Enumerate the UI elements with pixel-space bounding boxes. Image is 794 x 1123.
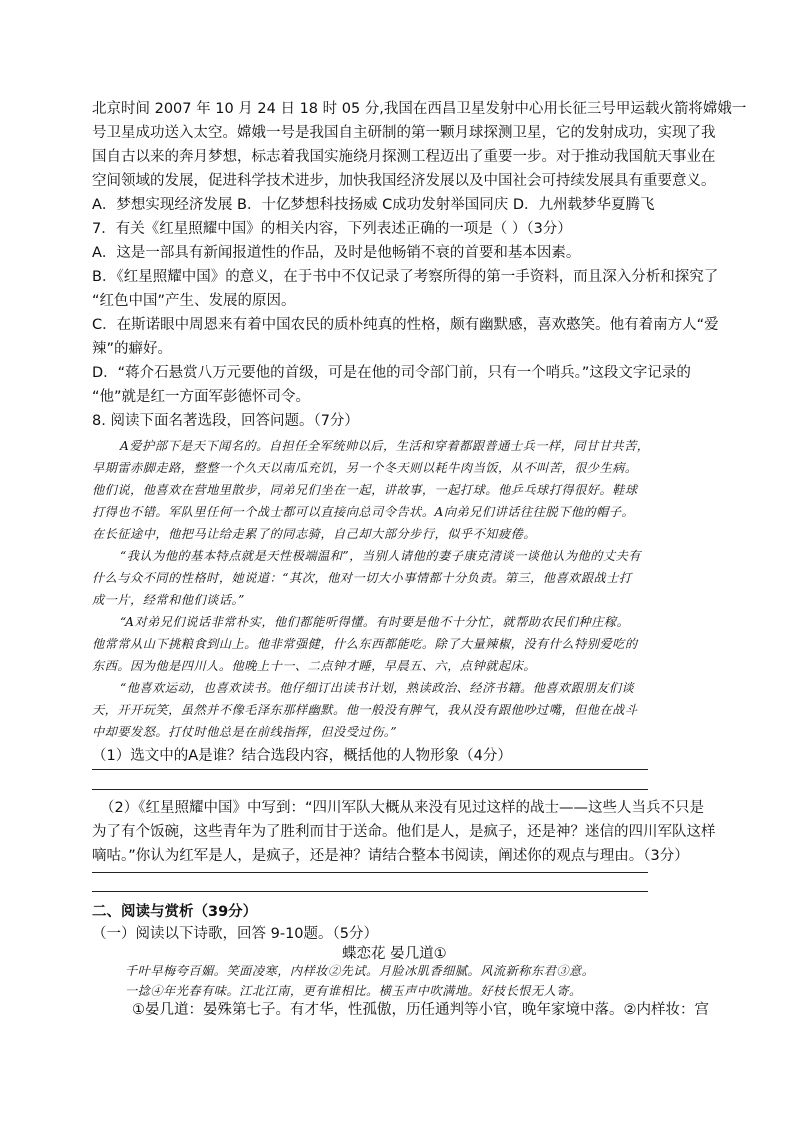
- q8-excerpt-line-12: “他喜欢运动，也喜欢读书。他仔细订出读书计划，熟读政治、经济书籍。他喜欢跟朋友们谈: [120, 681, 635, 695]
- q8-excerpt-line-10: 他常常从山下挑粮食到山上。他非常强健，什么东西都能吃。除了大量辣椒，没有什么特别爱吃的: [92, 637, 638, 651]
- q8-excerpt-line-2: 早期雷赤脚走路，整整一个久天以南瓜充饥，另一个冬天则以耗牛肉当饭，从不叫苦，很少生病。: [92, 461, 638, 475]
- q8-excerpt-line-9: “A对弟兄们说话非常朴实，他们都能听得懂。有时要是他不十分忙，就帮助农民们种庄稼。: [120, 615, 630, 629]
- answer-line-4[interactable]: [92, 891, 648, 892]
- q8-excerpt-line-8: 成一片，经常和他们谈话。”: [92, 593, 245, 607]
- q8-excerpt-line-6: “我认为他的基本特点就是天性极端温和”，当别人请他的妻子康克清谈一谈他认为他的丈夫有: [120, 549, 641, 563]
- q7-option-a: A．这是一部具有新闻报道性的作品，及时是他畅销不衰的首要和基本因素。: [92, 245, 581, 261]
- q8-excerpt-line-13: 天，开开玩笑，虽然并不像毛泽东那样幽默。他一般没有脾气，我从没有跟他吵过嘴，但他在战斗: [92, 703, 638, 717]
- q8-excerpt-line-7: 什么与众不同的性格时，她说道：“其次，他对一切大小事情都十分负责。第三，他喜欢跟战士打: [92, 571, 632, 585]
- answer-line-1[interactable]: [92, 769, 648, 770]
- q7-option-c-line-1: C．在斯诺眼中周恩来有着中国农民的质朴纯真的性格，颇有幽默感，喜欢憨笑。他有着南方人“爱: [92, 317, 719, 333]
- section-2-heading: 二、阅读与赏析（39分）: [92, 904, 258, 920]
- poem-line-1: 千叶早梅夸百媚。笑面凌寒，内样妆②先试。月脸冰肌香细腻。风流新称东君③意。: [125, 964, 595, 978]
- intro-line-2: 号卫星成功送入太空。嫦娥一号是我国自主研制的第一颗月球探测卫星，它的发射成功，实现了我: [92, 125, 716, 141]
- q7-option-d-line-2: “他”就是红一方面军彭德怀司令。: [92, 389, 311, 405]
- answer-line-3[interactable]: [92, 872, 648, 873]
- poem-title: 蝶恋花 晏几道①: [342, 946, 447, 962]
- q8-stem: 8. 阅读下面名著选段，回答问题。（7分）: [92, 413, 359, 429]
- intro-line-3: 国自古以来的奔月梦想，标志着我国实施绕月探测工程迈出了重要一步。对于推动我国航天事业在: [92, 149, 716, 165]
- q7-stem: 7．有关《红星照耀中国》的相关内容，下列表述正确的一项是（ ）（3分）: [92, 221, 572, 237]
- q8-excerpt-line-3: 他们说，他喜欢在营地里散步，同弟兄们坐在一起，讲故事，一起打球。他乒乓球打得很好。鞋球: [92, 483, 638, 497]
- q8-excerpt-line-11: 东西。因为他是四川人。他晚上十一、二点钟才睡，早晨五、六，点钟就起床。: [92, 659, 537, 673]
- q8-sub2-line-3: 嘀咕。”你认为红军是人，是疯子，还是神？请结合整本书阅读，阐述你的观点与理由。（3分）: [92, 848, 689, 864]
- q8-excerpt-line-1: A爱护部下是天下闻名的。自担任全军统帅以后，生活和穿着都跟普通士兵一样，同甘甘共苦，: [120, 439, 650, 453]
- intro-line-4: 空间领域的发展，促进科学技术进步，加快我国经济发展以及中国社会可持续发展具有重要意义。: [92, 173, 716, 189]
- q8-excerpt-line-5: 在长征途中，他把马让给走累了的同志骑，自己却大部分步行，似乎不知疲倦。: [92, 527, 537, 541]
- q8-sub2-line-2: 为了有个饭碗，这些青年为了胜利而甘于送命。他们是人，是疯子，还是神？迷信的四川军队这样: [92, 824, 716, 840]
- q7-option-d-line-1: D．“蒋介石悬赏八万元要他的首级，可是在他的司令部门前，只有一个哨兵。”这段文字记录的: [92, 365, 691, 381]
- answer-line-2[interactable]: [92, 789, 648, 790]
- q6-options: A．梦想实现经济发展 B．十亿梦想科技扬威 C成功发射举国同庆 D．九州载梦华夏腾飞: [92, 197, 655, 213]
- section-2-subheading: （一）阅读以下诗歌，回答 9-10题。（5分）: [92, 926, 378, 942]
- q8-excerpt-line-4: 打得也不错。军队里任何一个战士都可以直接向总司令告状。A向弟兄们讲话往往脱下他的帽子。: [92, 505, 635, 519]
- poem-note: ①晏几道：晏殊第七子。有才华，性孤傲，历任通判等小官，晚年家境中落。②内样妆：宫: [132, 1002, 709, 1018]
- q8-sub2-line-1: （2）《红星照耀中国》中写到：“四川军队大概从来没有见过这样的战士——这些人当兵不只是: [100, 800, 704, 816]
- q7-option-b-line-1: B．《红星照耀中国》的意义，在于书中不仅记录了考察所得的第一手资料，而且深入分析和探究了: [92, 269, 719, 285]
- q7-option-b-line-2: “红色中国”产生、发展的原因。: [92, 293, 296, 309]
- q7-option-c-line-2: 辣”的癖好。: [92, 341, 173, 357]
- q8-excerpt-line-14: 中却要发怒。打仗时他总是在前线指挥，但没受过伤。”: [92, 725, 398, 739]
- intro-line-1: 北京时间 2007 年 10 月 24 日 18 时 05 分,我国在西昌卫星发射中心用长征三号甲运载火箭将嫦娥一: [92, 101, 747, 117]
- q8-sub1-question: （1）选文中的A是谁？结合选段内容，概括他的人物形象（4分）: [92, 748, 512, 764]
- poem-line-2: 一捻④年光春有味。江北江南，更有谁相比。横玉声中吹满地。好枝长恨无人寄。: [125, 984, 582, 998]
